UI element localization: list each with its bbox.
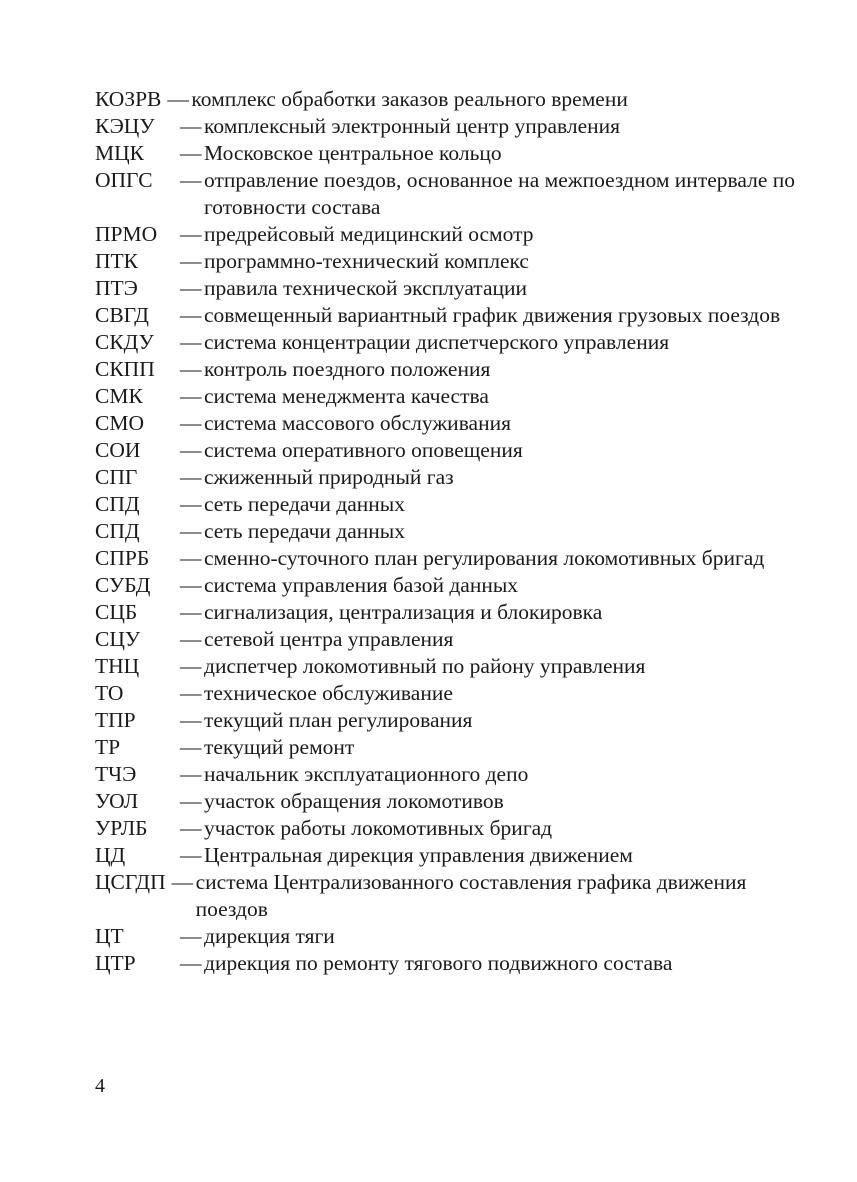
abbreviation-term: СПД — [95, 492, 140, 516]
em-dash-separator: — — [180, 708, 202, 732]
abbreviation-entry — [95, 167, 795, 221]
abbreviation-term: СЦБ — [95, 600, 138, 624]
abbreviation-definition: контроль поездного положения — [204, 357, 491, 381]
em-dash-separator: — — [180, 438, 202, 462]
abbreviation-term: СУБД — [95, 573, 151, 597]
abbreviation-entry — [95, 815, 795, 842]
abbreviation-entry — [95, 383, 795, 410]
abbreviation-term: МЦК — [95, 141, 144, 165]
abbreviation-definition: начальник эксплуатационного депо — [204, 762, 529, 786]
page-number: 4 — [95, 1075, 105, 1097]
abbreviation-term: ПТК — [95, 249, 138, 273]
abbreviation-definition: сигнализация, централизация и блокировка — [204, 600, 603, 624]
em-dash-separator: — — [180, 411, 202, 435]
abbreviation-term: ТНЦ — [95, 654, 140, 678]
abbreviation-entry — [95, 680, 795, 707]
em-dash-separator: — — [180, 654, 202, 678]
em-dash-separator: — — [167, 87, 189, 111]
abbreviation-entry — [95, 599, 795, 626]
em-dash-separator: — — [180, 951, 202, 975]
abbreviation-term: ЦД — [95, 843, 126, 867]
abbreviation-entry — [95, 410, 795, 437]
abbreviation-entry — [95, 140, 795, 167]
abbreviation-term: ЦТ — [95, 924, 124, 948]
em-dash-separator: — — [180, 330, 202, 354]
abbreviation-term: СПГ — [95, 465, 138, 489]
abbreviation-entry — [95, 842, 795, 869]
abbreviation-term: ПРМО — [95, 222, 158, 246]
abbreviation-definition: дирекция по ремонту тягового подвижного состава — [204, 951, 673, 975]
abbreviation-term: СВГД — [95, 303, 149, 327]
em-dash-separator: — — [180, 762, 202, 786]
em-dash-separator: — — [180, 519, 202, 543]
abbreviation-definition: сеть передачи данных — [204, 519, 405, 543]
abbreviation-term: ЦТР — [95, 951, 136, 975]
abbreviation-entry — [95, 356, 795, 383]
abbreviation-term: СМО — [95, 411, 144, 435]
abbreviation-entry — [95, 518, 795, 545]
abbreviation-definition: участок обращения локомотивов — [204, 789, 504, 813]
abbreviation-list — [95, 86, 795, 977]
abbreviation-definition: диспетчер локомотивный по району управления — [204, 654, 646, 678]
abbreviation-definition: Центральная дирекция управления движением — [204, 843, 633, 867]
abbreviation-term: ОПГС — [95, 168, 153, 192]
abbreviation-entry — [95, 761, 795, 788]
em-dash-separator: — — [180, 627, 202, 651]
abbreviation-entry — [95, 707, 795, 734]
abbreviation-entry — [95, 653, 795, 680]
em-dash-separator: — — [180, 924, 202, 948]
abbreviation-entry — [95, 923, 795, 950]
abbreviation-definition: дирекция тяги — [204, 924, 335, 948]
em-dash-separator: — — [180, 843, 202, 867]
abbreviation-entry — [95, 572, 795, 599]
abbreviation-definition: сетевой центра управления — [204, 627, 454, 651]
abbreviation-term: ТР — [95, 735, 121, 759]
abbreviation-term: ТЧЭ — [95, 762, 137, 786]
abbreviation-definition: сеть передачи данных — [204, 492, 405, 516]
abbreviation-definition: сменно-суточного план регулирования локомотивных бригад — [204, 546, 765, 570]
abbreviation-definition: текущий план регулирования — [204, 708, 473, 732]
abbreviation-entry — [95, 869, 795, 923]
abbreviation-definition: система менеджмента качества — [204, 384, 489, 408]
em-dash-separator: — — [180, 276, 202, 300]
em-dash-separator: — — [180, 681, 202, 705]
em-dash-separator: — — [180, 168, 202, 192]
abbreviation-entry — [95, 950, 795, 977]
em-dash-separator: — — [180, 816, 202, 840]
em-dash-separator: — — [180, 789, 202, 813]
em-dash-separator: — — [171, 870, 194, 894]
abbreviation-term: СКПП — [95, 357, 155, 381]
abbreviation-term: СПД — [95, 519, 140, 543]
abbreviation-definition: сжиженный природный газ — [204, 465, 454, 489]
em-dash-separator: — — [180, 303, 202, 327]
abbreviation-term: УОЛ — [95, 789, 139, 813]
abbreviation-entry — [95, 302, 795, 329]
em-dash-separator: — — [180, 357, 202, 381]
abbreviation-term: СКДУ — [95, 330, 154, 354]
abbreviation-term: ТО — [95, 681, 124, 705]
abbreviation-definition: система оперативного оповещения — [204, 438, 523, 462]
abbreviation-entry — [95, 275, 795, 302]
abbreviation-definition: комплексный электронный центр управления — [204, 114, 621, 138]
em-dash-separator: — — [180, 600, 202, 624]
em-dash-separator: — — [180, 114, 202, 138]
abbreviation-term: ЦСГДП — [95, 870, 166, 894]
abbreviation-entry — [95, 437, 795, 464]
abbreviation-term: ТПР — [95, 708, 136, 732]
em-dash-separator: — — [180, 222, 202, 246]
abbreviation-entry — [95, 86, 795, 113]
abbreviation-term: ПТЭ — [95, 276, 138, 300]
abbreviation-definition: система Централизованного составления графика движения поездов — [195, 870, 747, 921]
abbreviation-term: КОЗРВ — [95, 87, 162, 111]
abbreviation-definition: предрейсовый медицинский осмотр — [204, 222, 534, 246]
abbreviation-term: УРЛБ — [95, 816, 148, 840]
abbreviation-entry — [95, 734, 795, 761]
em-dash-separator: — — [180, 492, 202, 516]
abbreviation-definition: техническое обслуживание — [204, 681, 453, 705]
abbreviation-entry — [95, 464, 795, 491]
em-dash-separator: — — [180, 735, 202, 759]
abbreviation-definition: программно-технический комплекс — [204, 249, 529, 273]
abbreviation-term: СОИ — [95, 438, 141, 462]
abbreviation-definition: система управления базой данных — [204, 573, 519, 597]
abbreviation-entry — [95, 491, 795, 518]
abbreviation-entry — [95, 221, 795, 248]
abbreviation-entry — [95, 248, 795, 275]
abbreviation-entry — [95, 626, 795, 653]
abbreviation-definition: текущий ремонт — [204, 735, 355, 759]
abbreviation-entry — [95, 329, 795, 356]
em-dash-separator: — — [180, 141, 202, 165]
abbreviation-term: КЭЦУ — [95, 114, 155, 138]
abbreviation-term: СМК — [95, 384, 143, 408]
abbreviation-definition: отправление поездов, основанное на межпоездном интервале по готовности состава — [204, 168, 796, 219]
abbreviation-definition: Московское центральное кольцо — [204, 141, 502, 165]
em-dash-separator: — — [180, 465, 202, 489]
abbreviation-term: СЦУ — [95, 627, 141, 651]
abbreviation-entry — [95, 788, 795, 815]
abbreviation-entry — [95, 545, 795, 572]
abbreviation-definition: совмещенный вариантный график движения грузовых поездов — [204, 303, 781, 327]
em-dash-separator: — — [180, 249, 202, 273]
abbreviation-term: СПРБ — [95, 546, 150, 570]
abbreviation-definition: система массового обслуживания — [204, 411, 512, 435]
em-dash-separator: — — [180, 384, 202, 408]
abbreviation-definition: участок работы локомотивных бригад — [204, 816, 553, 840]
em-dash-separator: — — [180, 573, 202, 597]
abbreviation-entry — [95, 113, 795, 140]
abbreviation-definition: комплекс обработки заказов реального времени — [191, 87, 628, 111]
abbreviation-definition: правила технической эксплуатации — [204, 276, 528, 300]
abbreviation-definition: система концентрации диспетчерского управления — [204, 330, 670, 354]
em-dash-separator: — — [180, 546, 202, 570]
